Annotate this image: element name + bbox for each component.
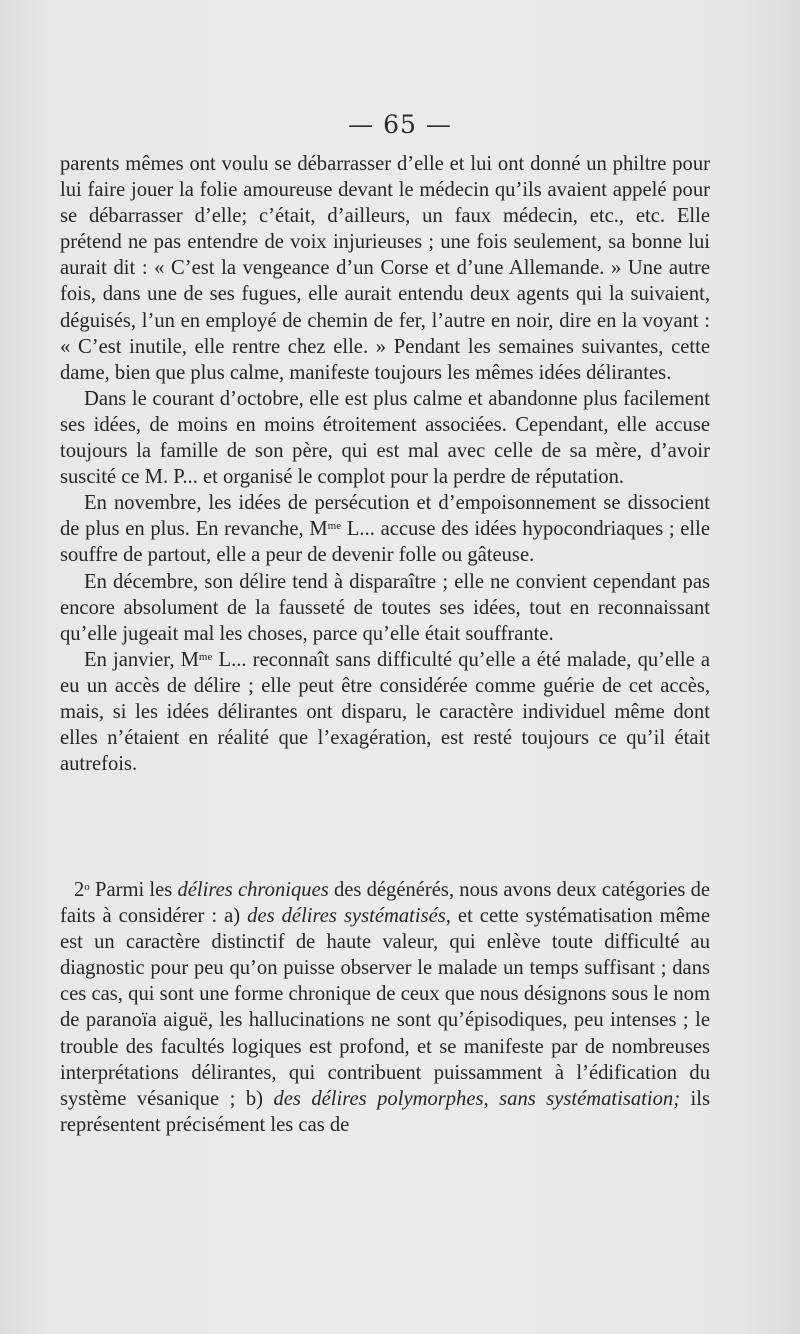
section-text-1: Parmi les	[89, 879, 178, 901]
paragraph-january	[60, 647, 710, 777]
paragraph-section-two	[60, 877, 710, 1138]
superscript-me: me	[198, 650, 213, 663]
november-text-end: L... accuse des idées hypocondriaques ; elle souffre de partout, elle a peur de devenir folle ou gâteuse.	[60, 518, 710, 567]
section-text-3: et cette systématisation même est un caractère distinctif de haute valeur, qui enlève toute difficulté au diagnostic pour peu qu’on puisse observer le malade un temps suffisant ; dans ces cas, qui sont une forme chronique de ceux que nous désignons sous le nom de paranoïa aiguë, les hallucinations ne sont qu’épisodiques, peu intenses ; le trouble des facultés logiques est profond, et se manifeste par de nombreuses interprétations délirantes, qui contribuent puissamment à l’édification du système vésanique ; b)	[60, 905, 710, 1110]
january-text-start: En janvier, M	[84, 648, 199, 671]
section-number-ordinal: o	[84, 881, 90, 893]
section-two-text	[60, 877, 710, 1138]
case-report-text	[60, 151, 710, 777]
november-text-start: En novembre, les idées de persécution et d’empoisonnement se dissocient de plus en plus. En revanche, M	[60, 492, 710, 541]
january-text-end: L... reconnaît sans difficulté qu’elle a été malade, qu’elle a eu un accès de délire ; elle peut être considérée comme guérie de cet accès, mais, si les idées délirantes ont disparu, le caractère individuel même dont elles n’étaient en réalité que l’exagération, est resté toujours ce qu’il était autrefois.	[60, 648, 710, 776]
page-number: — 65 —	[348, 110, 452, 139]
paragraph-november	[60, 490, 710, 568]
italic-delires-systematises: des délires systématisés,	[247, 905, 451, 928]
paragraph-continuation: parents mêmes ont voulu se débarrasser d’elle et lui ont donné un philtre pour lui faire jouer la folie amoureuse devant le médecin qu’ils avaient appelé pour se débarrasser d’elle; c’était, d’ailleurs, un faux médecin, etc., etc. Elle prétend ne pas entendre de voix injurieuses ; une fois seulement, sa bonne lui aurait dit : « C’est la vengeance d’un Corse et d’une Allemande. » Une autre fois, dans une de ses fugues, elle aurait entendu deux agents qui la suivaient, déguisés, l’un en employé de chemin de fer, l’autre en noir, dire en la voyant : « C’est inutile, elle rentre chez elle. » Pendant les semaines suivantes, cette dame, bien que plus calme, manifeste toujours les mêmes idées délirantes.	[60, 153, 710, 384]
section-number: 2	[74, 879, 85, 901]
italic-delires-chroniques: délires chroniques	[177, 879, 329, 901]
section-text-4: ils représentent précisément les cas de	[60, 1087, 711, 1136]
section-text-2: des dégénérés, nous avons deux catégories de faits à considérer : a)	[60, 879, 711, 928]
superscript-me: me	[327, 520, 342, 533]
italic-delires-polymorphes: des délires polymorphes, sans systématisation;	[273, 1087, 681, 1110]
paragraph-october: Dans le courant d’octobre, elle est plus calme et abandonne plus facilement ses idées, de moins en moins étroitement associées. Cependant, elle accuse toujours la famille de son père, qui est mal avec celle de sa mère, d’avoir suscité ce M. P... et organisé le complot pour la perdre de réputation.	[60, 387, 710, 489]
paragraph-december: En décembre, son délire tend à disparaître ; elle ne convient cependant pas encore absolument de la fausseté de toutes ses idées, tout en reconnaissant qu’elle jugeait mal les choses, parce qu’elle était souffrante.	[60, 570, 710, 645]
